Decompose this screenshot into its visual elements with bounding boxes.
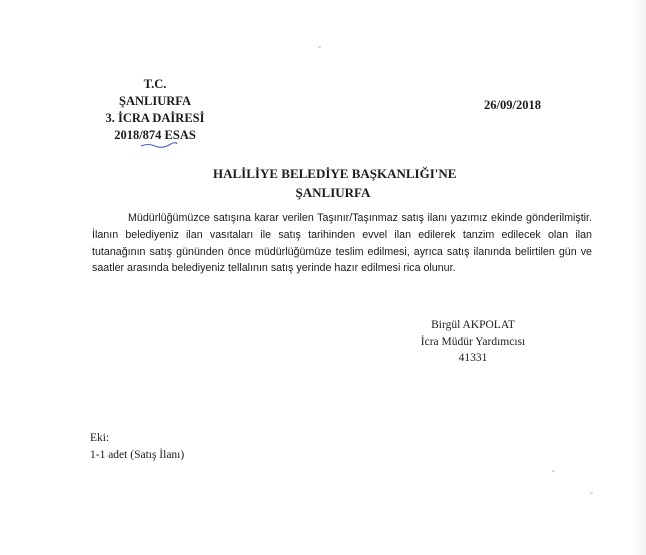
- page-edge-shadow: [632, 0, 646, 555]
- signatory-number: 41331: [458, 352, 488, 364]
- signature-block: [418, 317, 528, 367]
- file-number: [114, 127, 196, 144]
- addressee-city: ŞANLIURFA: [295, 185, 371, 200]
- attachment-item: 1-1 adet (Satış İlanı): [90, 449, 185, 461]
- attachment-block: [90, 430, 184, 464]
- letter-body: Müdürlüğümüzce satışına karar verilen Taşınır/Taşınmaz satış ilanı yazımız ekinde gönderilmiştir. İlanın belediyeniz ilan vasıtaları ile satış tarihinden evvel ilan edilerek tanzim edilecek olan ilan tutanağının satış gününden önce müdürlüğümüze teslim edilmesi, ayrıca satış ilanında belirtilen gün ve saatler arasında belediyeniz tellalının satış yerinde hazır edilmesi rica olunur.: [92, 212, 592, 275]
- addressee-name: HALİLİYE BELEDİYE BAŞKANLIĞI'NE: [213, 166, 457, 181]
- header-tc: T.C.: [143, 77, 167, 91]
- signatory-name: Birgül AKPOLAT: [431, 319, 515, 331]
- header-office: 3. İCRA DAİRESİ: [105, 111, 205, 125]
- signatory-title: İcra Müdür Yardımcısı: [420, 335, 526, 348]
- document-date: 26/09/2018: [484, 98, 541, 112]
- office-header: [100, 76, 210, 144]
- handwritten-underline-mark: [140, 142, 178, 148]
- scan-speck: [318, 46, 321, 48]
- addressee-block: [213, 164, 457, 202]
- attachment-label: Eki:: [90, 432, 110, 444]
- header-city: ŞANLIURFA: [119, 94, 191, 108]
- scan-speck: [552, 470, 555, 472]
- header-file-number-row: [100, 127, 210, 144]
- scan-speck: [590, 492, 593, 494]
- file-number-text: 2018/874 ESAS: [114, 128, 196, 142]
